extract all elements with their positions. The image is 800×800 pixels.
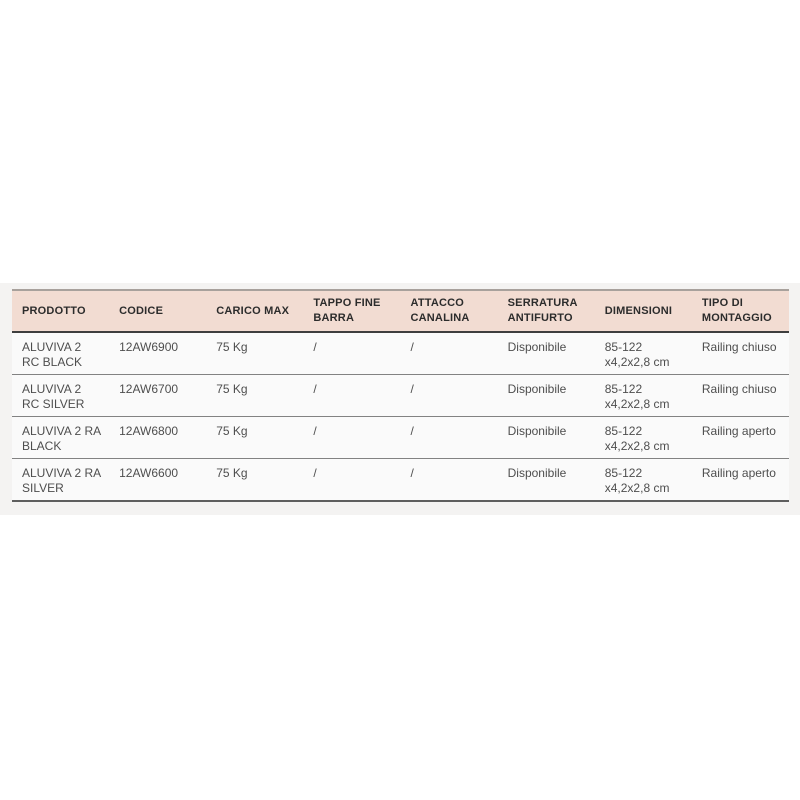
table-row [12, 417, 789, 459]
cell-dimensioni: 85-122 x4,2x2,8 cm [604, 340, 670, 369]
cell-tipo-di-montaggio: Railing chiuso [701, 340, 777, 354]
column-header-dimensioni: DIMENSIONI [595, 290, 692, 332]
cell-serratura-antifurto: Disponibile [507, 340, 567, 354]
cell-prodotto: ALUVIVA 2 RC SILVER [22, 382, 85, 411]
cell-tappo-fine-barra: / [313, 466, 317, 480]
table-row [12, 375, 789, 417]
table-row [12, 332, 789, 375]
cell-attacco-canalina: / [410, 340, 414, 354]
cell-tipo-di-montaggio: Railing aperto [701, 424, 776, 438]
cell-attacco-canalina: / [410, 424, 414, 438]
column-header-codice: CODICE [109, 290, 206, 332]
column-header-carico-max: CARICO MAX [206, 290, 303, 332]
cell-codice: 12AW6600 [119, 466, 179, 480]
cell-tipo-di-montaggio: Railing chiuso [701, 382, 777, 396]
cell-attacco-canalina: / [410, 466, 414, 480]
cell-codice: 12AW6700 [119, 382, 179, 396]
cell-carico-max: 75 Kg [216, 466, 248, 480]
column-header-tappo-fine-barra: TAPPO FINE BARRA [303, 290, 400, 332]
table-header-row [12, 290, 789, 332]
cell-carico-max: 75 Kg [216, 340, 248, 354]
column-header-prodotto: PRODOTTO [12, 290, 109, 332]
product-spec-table [12, 289, 789, 502]
cell-codice: 12AW6800 [119, 424, 179, 438]
column-header-attacco-canalina: ATTACCO CANALINA [401, 290, 498, 332]
cell-codice: 12AW6900 [119, 340, 179, 354]
cell-tappo-fine-barra: / [313, 424, 317, 438]
cell-serratura-antifurto: Disponibile [507, 382, 567, 396]
cell-carico-max: 75 Kg [216, 424, 248, 438]
cell-dimensioni: 85-122 x4,2x2,8 cm [604, 424, 670, 453]
cell-serratura-antifurto: Disponibile [507, 424, 567, 438]
column-header-tipo-di-montaggio: TIPO DI MONTAGGIO [692, 290, 789, 332]
cell-prodotto: ALUVIVA 2 RA SILVER [22, 466, 101, 495]
cell-carico-max: 75 Kg [216, 382, 248, 396]
column-header-serratura-antifurto: SERRATURA ANTIFURTO [498, 290, 595, 332]
table-row [12, 459, 789, 502]
cell-tappo-fine-barra: / [313, 340, 317, 354]
cell-dimensioni: 85-122 x4,2x2,8 cm [604, 466, 670, 495]
product-spec-section [0, 283, 800, 515]
cell-dimensioni: 85-122 x4,2x2,8 cm [604, 382, 670, 411]
cell-serratura-antifurto: Disponibile [507, 466, 567, 480]
cell-tappo-fine-barra: / [313, 382, 317, 396]
cell-prodotto: ALUVIVA 2 RA BLACK [22, 424, 101, 453]
cell-attacco-canalina: / [410, 382, 414, 396]
cell-prodotto: ALUVIVA 2 RC BLACK [22, 340, 83, 369]
cell-tipo-di-montaggio: Railing aperto [701, 466, 776, 480]
